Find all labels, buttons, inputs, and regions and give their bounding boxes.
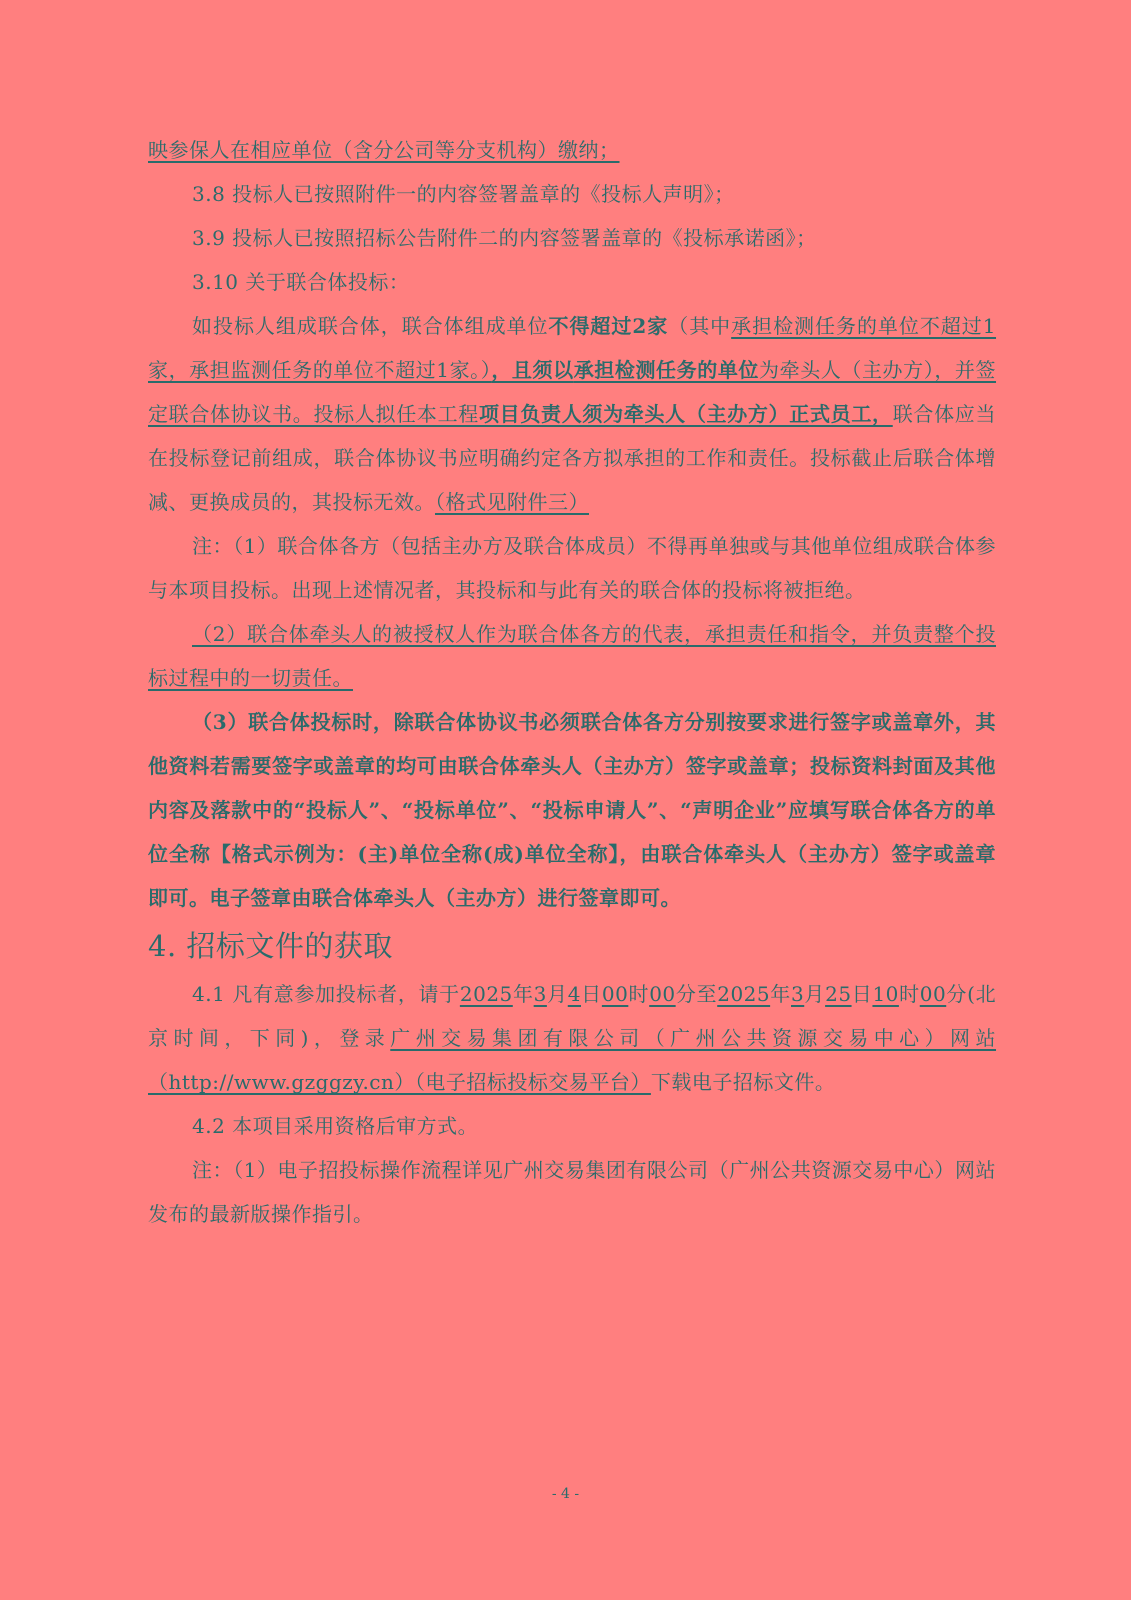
- unit-hour: 时: [628, 982, 650, 1006]
- clause-4-1-mid: 分(北京时间，下同)，登录: [148, 982, 997, 1050]
- consortium-lead-unit: 承担检测任务的单位: [573, 358, 760, 382]
- unit-month: 月: [804, 982, 826, 1006]
- end-month: 3: [791, 982, 805, 1006]
- trading-site-link[interactable]: 广州交易集团有限公司（广州公共资源交易中心）网站（http://www.gzggzy.cn）（电子招标投标交易平台）: [148, 1026, 997, 1094]
- clause-4-1: [148, 972, 996, 1104]
- consortium-format-ref: （格式见附件三）: [435, 490, 589, 514]
- consortium-text-1: 如投标人组成联合体，联合体组成单位: [192, 314, 549, 338]
- continued-line: 映参保人在相应单位（含分公司等分支机构）缴纳；: [148, 138, 620, 162]
- start-day: 4: [567, 982, 581, 1006]
- clause-3-10-heading: 3.10 关于联合体投标：: [192, 270, 410, 294]
- unit-year: 年: [770, 982, 791, 1006]
- unit-day: 日: [851, 982, 873, 1006]
- clause-4-1-intro: 4.1 凡有意参加投标者，请于: [192, 982, 460, 1006]
- consortium-limit: 不得超过2家: [548, 314, 669, 338]
- consortium-text-5: ，且须以: [491, 358, 574, 382]
- clause-4-1-end: 下载电子招标文件。: [650, 1070, 836, 1094]
- unit-hour: 时: [898, 982, 920, 1006]
- consortium-paragraph: [148, 304, 996, 524]
- end-year: 2025: [717, 982, 771, 1006]
- consortium-text-3: （其中: [668, 314, 732, 338]
- consortium-text-4: 承担检测任务的单位不超过1家，承担监测任务的单位不超过1家。）: [148, 314, 997, 382]
- note-1: 注：（1）联合体各方（包括主办方及联合体成员）不得再单独或与其他单位组成联合体参与本项目投标。出现上述情况者，其投标和与此有关的联合体的投标将被拒绝。: [148, 534, 996, 602]
- note-4: 注：（1）电子招投标操作流程详见广州交易集团有限公司（广州公共资源交易中心）网站发布的最新版操作指引。: [148, 1158, 996, 1226]
- clause-3-8: 3.8 投标人已按照附件一的内容签署盖章的《投标人声明》；: [192, 182, 735, 206]
- section-4-title: 4. 招标文件的获取: [148, 929, 393, 963]
- end-minute: 00: [919, 982, 947, 1006]
- unit-month: 月: [546, 982, 568, 1006]
- end-day: 25: [825, 982, 852, 1006]
- page-number: - 4 -: [551, 1486, 580, 1502]
- unit-year: 年: [512, 982, 534, 1006]
- unit-day: 日: [581, 982, 602, 1006]
- start-month: 3: [533, 982, 547, 1006]
- clause-4-2: 4.2 本项目采用资格后审方式。: [192, 1114, 479, 1138]
- note-3: （3）联合体投标时，除联合体协议书必须联合体各方分别按要求进行签字或盖章外，其他资料若需要签字或盖章的均可由联合体牵头人（主办方）签字或盖章；投标资料封面及其他内容及落款中的“投标人”、“投标单位”、“投标申请人”、“声明企业”应填写联合体各方的单位全称【格式示例为：(主)单位全称(成)单位全称】，由联合体牵头人（主办方）签字或盖章即可。电子签章由联合体牵头人（主办方）进行签章即可。: [148, 710, 996, 910]
- end-hour: 10: [872, 982, 899, 1006]
- start-minute: 00: [649, 982, 676, 1006]
- consortium-text-9: 联合体应当在投标登记前组成，联合体协议书应明确约定各方拟承担的工作和责任。投标截止后联合体增减、更换成员的，其投标无效。: [148, 402, 996, 514]
- clause-3-9: 3.9 投标人已按照招标公告附件二的内容签署盖章的《投标承诺函》；: [192, 226, 817, 250]
- start-year: 2025: [459, 982, 513, 1006]
- page-content: [148, 128, 996, 1236]
- start-hour: 00: [601, 982, 629, 1006]
- consortium-project-leader: 项目负责人须为牵头人（主办方）正式员工，: [479, 402, 893, 426]
- note-2: （2）联合体牵头人的被授权人作为联合体各方的代表，承担责任和指令，并负责整个投标过程中的一切责任。: [148, 622, 996, 690]
- unit-minute-to: 分至: [675, 982, 718, 1006]
- consortium-text-7: 为牵头人（主办方），并签定联合体协议书。投标人拟任本工程: [148, 358, 997, 426]
